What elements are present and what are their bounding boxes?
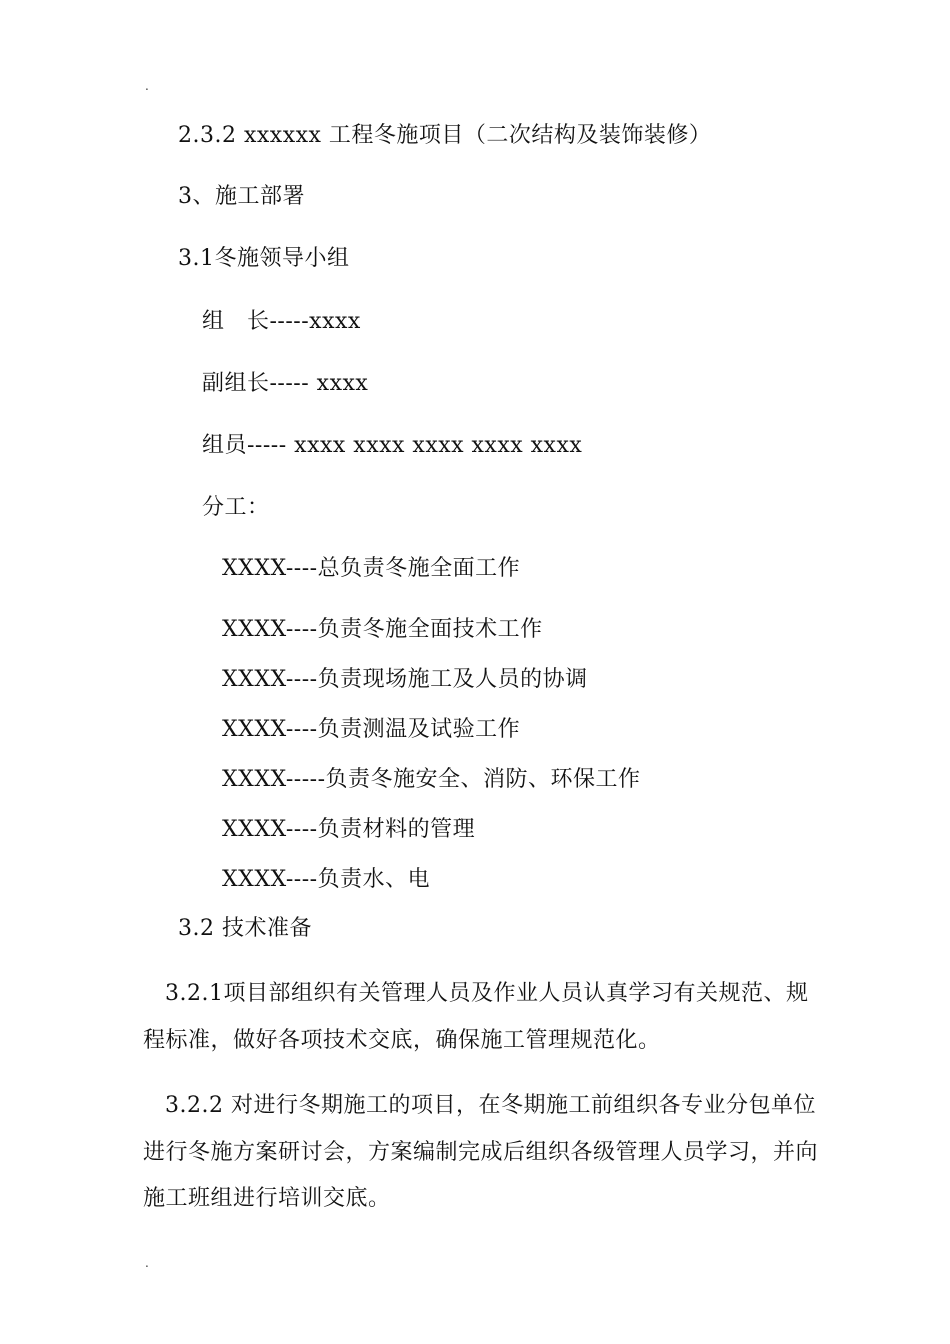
duty-item: XXXX----总负责冬施全面工作 <box>222 556 521 581</box>
bottom-marker: . <box>145 1256 149 1270</box>
paragraph-3-2-2-line: 施工班组进行培训交底。 <box>143 1186 391 1211</box>
heading-3-1: 3.1冬施领导小组 <box>178 246 350 271</box>
members-line: 组员----- xxxx xxxx xxxx xxxx xxxx <box>202 433 583 458</box>
paragraph-3-2-1-line: 程标准，做好各项技术交底，确保施工管理规范化。 <box>143 1028 661 1053</box>
paragraph-3-2-2-line: 3.2.2 对进行冬期施工的项目，在冬期施工前组织各专业分包单位 <box>165 1093 816 1118</box>
heading-3: 3、施工部署 <box>178 184 305 209</box>
duty-item: XXXX----负责现场施工及人员的协调 <box>222 667 588 692</box>
group-leader-line: 组 长-----xxxx <box>202 309 361 334</box>
heading-3-2: 3.2 技术准备 <box>178 916 312 941</box>
duty-item: XXXX----负责水、电 <box>222 867 431 892</box>
duty-item: XXXX----负责测温及试验工作 <box>222 717 521 742</box>
heading-2-3-2: 2.3.2 xxxxxx 工程冬施项目（二次结构及装饰装修） <box>178 123 712 148</box>
duty-item: XXXX----负责冬施全面技术工作 <box>222 617 543 642</box>
top-marker: . <box>145 79 149 93</box>
duty-item: XXXX-----负责冬施安全、消防、环保工作 <box>222 767 641 792</box>
deputy-leader-line: 副组长----- xxxx <box>202 371 369 396</box>
duty-item: XXXX----负责材料的管理 <box>222 817 476 842</box>
division-label: 分工： <box>202 495 270 520</box>
paragraph-3-2-2-line: 进行冬施方案研讨会，方案编制完成后组织各级管理人员学习，并向 <box>143 1140 819 1165</box>
paragraph-3-2-1-line: 3.2.1项目部组织有关管理人员及作业人员认真学习有关规范、规 <box>165 981 809 1006</box>
